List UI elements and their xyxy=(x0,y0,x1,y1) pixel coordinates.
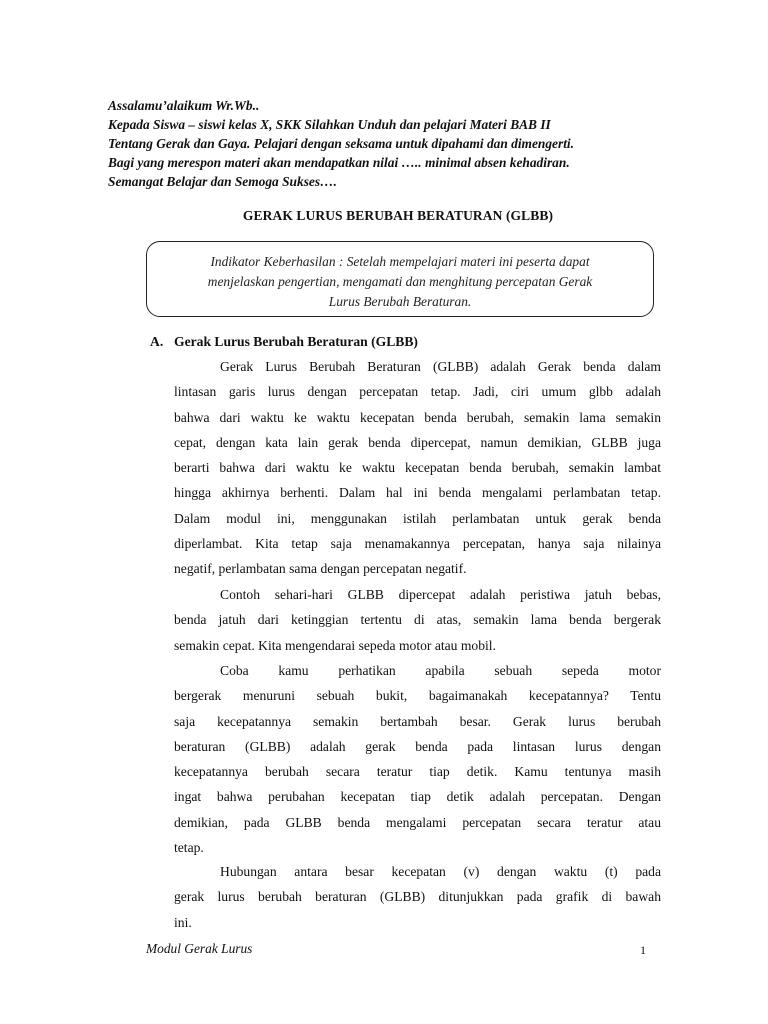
section-heading xyxy=(150,334,418,350)
paragraph xyxy=(174,582,661,658)
text-line: beraturan (GLBB) adalah gerak benda pada lintasan lurus dengan xyxy=(174,738,661,754)
text-line: Hubungan antara besar kecepatan (v) dengan waktu (t) pada xyxy=(220,864,661,879)
text-line: bahwa dari waktu ke waktu kecepatan benda berubah, semakin lama semakin xyxy=(174,409,661,425)
greeting-line: Assalamu’alaikum Wr.Wb.. xyxy=(108,98,260,113)
text-line: lintasan garis lurus dengan percepatan tetap. Jadi, ciri umum glbb adalah xyxy=(174,384,661,400)
text-line: benda jatuh dari ketinggian tertentu di atas, semakin lama benda bergerak xyxy=(174,612,661,628)
instruction-line: Tentang Gerak dan Gaya. Pelajari dengan seksama untuk dipahami dan dimengerti. xyxy=(108,136,574,151)
text-line: cepat, dengan kata lain gerak benda dipercepat, namun demikian, GLBB juga xyxy=(174,434,661,450)
text-line: saja kecepatannya semakin bertambah besar. Gerak lurus berubah xyxy=(174,713,661,729)
closing-line: Semangat Belajar dan Semoga Sukses…. xyxy=(108,174,337,189)
text-line: demikian, pada GLBB benda mengalami percepatan secara teratur atau xyxy=(174,814,661,830)
indicator-line: Lurus Berubah Beraturan. xyxy=(328,294,472,309)
text-line: Coba kamu perhatikan apabila sebuah sepeda motor xyxy=(220,663,661,678)
text-line: tetap. xyxy=(174,840,204,856)
text-line: gerak lurus berubah beraturan (GLBB) ditunjukkan pada grafik di bawah xyxy=(174,889,661,905)
footer-module-title: Modul Gerak Lurus xyxy=(146,941,253,956)
document-title: GERAK LURUS BERUBAH BERATURAN (GLBB) xyxy=(242,208,554,223)
text-line: ingat bahwa perubahan kecepatan tiap detik adalah percepatan. Dengan xyxy=(174,789,661,805)
success-indicator-box xyxy=(146,241,654,317)
page-number: 1 xyxy=(640,943,646,957)
text-line: semakin cepat. Kita mengendarai sepeda motor atau mobil. xyxy=(174,637,496,653)
text-line: diperlambat. Kita tetap saja menamakannya percepatan, hanya saja nilainya xyxy=(174,536,661,552)
text-line: hingga akhirnya berhenti. Dalam hal ini benda mengalami perlambatan tetap. xyxy=(174,485,661,501)
paragraph xyxy=(174,859,661,935)
text-line: negatif, perlambatan sama dengan percepatan negatif. xyxy=(174,561,467,577)
paragraph xyxy=(174,658,661,860)
text-line: bergerak menuruni sebuah bukit, bagaimanakah kecepatannya? Tentu xyxy=(174,688,661,704)
text-line: Contoh sehari-hari GLBB dipercepat adalah peristiwa jatuh bebas, xyxy=(220,587,661,602)
greeting-block xyxy=(108,96,668,191)
instruction-line: Kepada Siswa – siswi kelas X, SKK Silahkan Unduh dan pelajari Materi BAB II xyxy=(108,117,551,132)
text-line: ini. xyxy=(174,914,192,930)
text-line: berarti bahwa dari waktu ke waktu kecepatan benda berubah, semakin lambat xyxy=(174,460,661,476)
section-letter: A. xyxy=(150,334,164,349)
section-heading-text: Gerak Lurus Berubah Beraturan (GLBB) xyxy=(174,334,418,349)
indicator-line: menjelaskan pengertian, mengamati dan menghitung percepatan Gerak xyxy=(207,274,593,289)
instruction-line: Bagi yang merespon materi akan mendapatkan nilai ….. minimal absen kehadiran. xyxy=(108,155,570,170)
paragraph xyxy=(174,354,661,582)
text-line: kecepatannya berubah secara teratur tiap detik. Kamu tentunya masih xyxy=(174,764,661,780)
indicator-line: Indikator Keberhasilan : Setelah mempelajari materi ini peserta dapat xyxy=(210,254,590,269)
success-indicator-text xyxy=(147,252,653,312)
text-line: Dalam modul ini, menggunakan istilah perlambatan untuk gerak benda xyxy=(174,510,661,526)
text-line: Gerak Lurus Berubah Beraturan (GLBB) adalah Gerak benda dalam xyxy=(220,359,661,374)
